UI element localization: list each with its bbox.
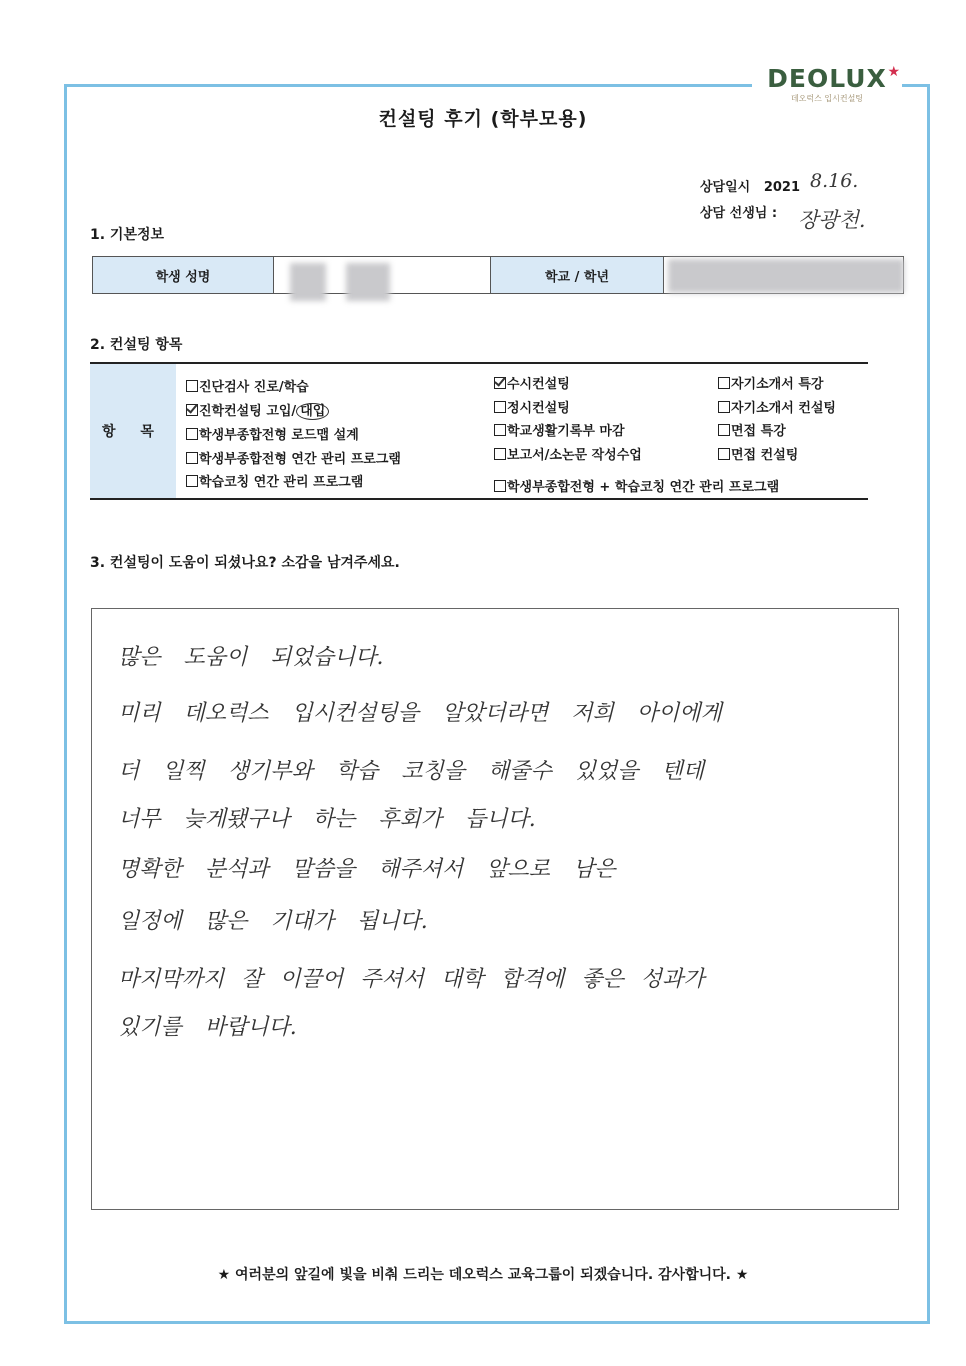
teacher-handwritten: 장광천.	[798, 208, 866, 232]
review-line: 더 일찍 생기부와 학습 코칭을 해줄수 있었을 텐데	[118, 759, 704, 784]
option-essay-consulting[interactable]: 자기소개서 컨설팅	[718, 397, 836, 416]
basic-info-table	[92, 256, 904, 294]
document-title: 컨설팅 후기 (학부모용)	[378, 108, 588, 130]
option-school-record[interactable]: 학교생활기록부 마감	[494, 420, 625, 439]
school-grade-label: 학교 / 학년	[491, 257, 664, 293]
checkbox[interactable]	[718, 401, 730, 413]
review-line: 있기를 바랍니다.	[118, 1015, 297, 1040]
checkbox[interactable]	[494, 480, 506, 492]
teacher-label: 상담 선생님 :	[700, 206, 778, 221]
items-row-label: 항 목	[90, 364, 176, 498]
option-roadmap-design[interactable]: 학생부종합전형 로드맵 설계	[186, 424, 359, 443]
section1-heading: 1. 기본정보	[90, 227, 165, 243]
consult-date	[700, 176, 800, 195]
option-essay-lecture[interactable]: 자기소개서 특강	[718, 373, 823, 392]
checkbox-checked[interactable]	[186, 404, 198, 416]
option-learning-coaching[interactable]: 학습코칭 연간 관리 프로그램	[186, 471, 363, 490]
footer-message: ★ 여러분의 앞길에 빛을 비춰 드리는 데오럭스 교육그룹이 되겠습니다. 감사합니다. ★	[217, 1267, 749, 1283]
checkbox[interactable]	[186, 380, 198, 392]
review-line: 명확한 분석과 말씀을 해주셔서 앞으로 남은	[118, 857, 616, 882]
date-label: 상담일시	[700, 180, 751, 195]
review-line: 일정에 많은 기대가 됩니다.	[118, 909, 428, 934]
checkbox-checked[interactable]	[494, 377, 506, 389]
checkbox[interactable]	[186, 452, 198, 464]
review-line: 많은 도움이 되었습니다.	[118, 645, 384, 670]
student-name-label: 학생 성명	[93, 257, 274, 293]
checkbox[interactable]	[494, 448, 506, 460]
checkbox[interactable]	[718, 448, 730, 460]
review-line: 마지막까지 잘 이끌어 주셔서 대학 합격에 좋은 성과가	[118, 967, 705, 992]
option-early-admission[interactable]: 수시컨설팅	[494, 373, 570, 392]
logo-star-icon: ★	[887, 64, 900, 80]
consulting-items-table	[90, 362, 868, 500]
circled-university: 대입	[296, 403, 329, 420]
option-report-class[interactable]: 보고서/소논문 작성수업	[494, 444, 642, 463]
checkbox[interactable]	[718, 377, 730, 389]
checkbox[interactable]	[494, 401, 506, 413]
option-interview-lecture[interactable]: 면접 특강	[718, 420, 786, 439]
section3-heading: 3. 컨설팅이 도움이 되셨나요? 소감을 남겨주세요.	[90, 555, 400, 571]
review-line: 너무 늦게됐구나 하는 후회가 듭니다.	[118, 807, 536, 832]
logo-subtitle: 데오럭스 입시컨설팅	[790, 94, 864, 103]
checkbox[interactable]	[494, 424, 506, 436]
option-admission-consulting[interactable]: 진학컨설팅 고입/ 대입	[186, 400, 329, 419]
date-value: 2021	[763, 180, 800, 195]
date-handwritten: 8.16.	[810, 170, 859, 192]
option-regular-admission[interactable]: 정시컨설팅	[494, 397, 570, 416]
checkbox[interactable]	[718, 424, 730, 436]
option-interview-consulting[interactable]: 면접 컨설팅	[718, 444, 798, 463]
checkbox[interactable]	[186, 475, 198, 487]
school-grade-value	[664, 257, 903, 293]
logo-brand: DEOLUX	[767, 64, 887, 93]
checkbox[interactable]	[186, 428, 198, 440]
option-combined-program[interactable]: 학생부종합전형 + 학습코칭 연간 관리 프로그램	[494, 476, 779, 495]
review-line: 미리 데오럭스 입시컨설팅을 알았더라면 저희 아이에게	[118, 701, 722, 726]
section2-heading: 2. 컨설팅 항목	[90, 337, 183, 353]
option-diagnostic-test[interactable]: 진단검사 진로/학습	[186, 376, 309, 395]
student-name-value	[274, 257, 491, 293]
option-annual-management[interactable]: 학생부종합전형 연간 관리 프로그램	[186, 448, 401, 467]
